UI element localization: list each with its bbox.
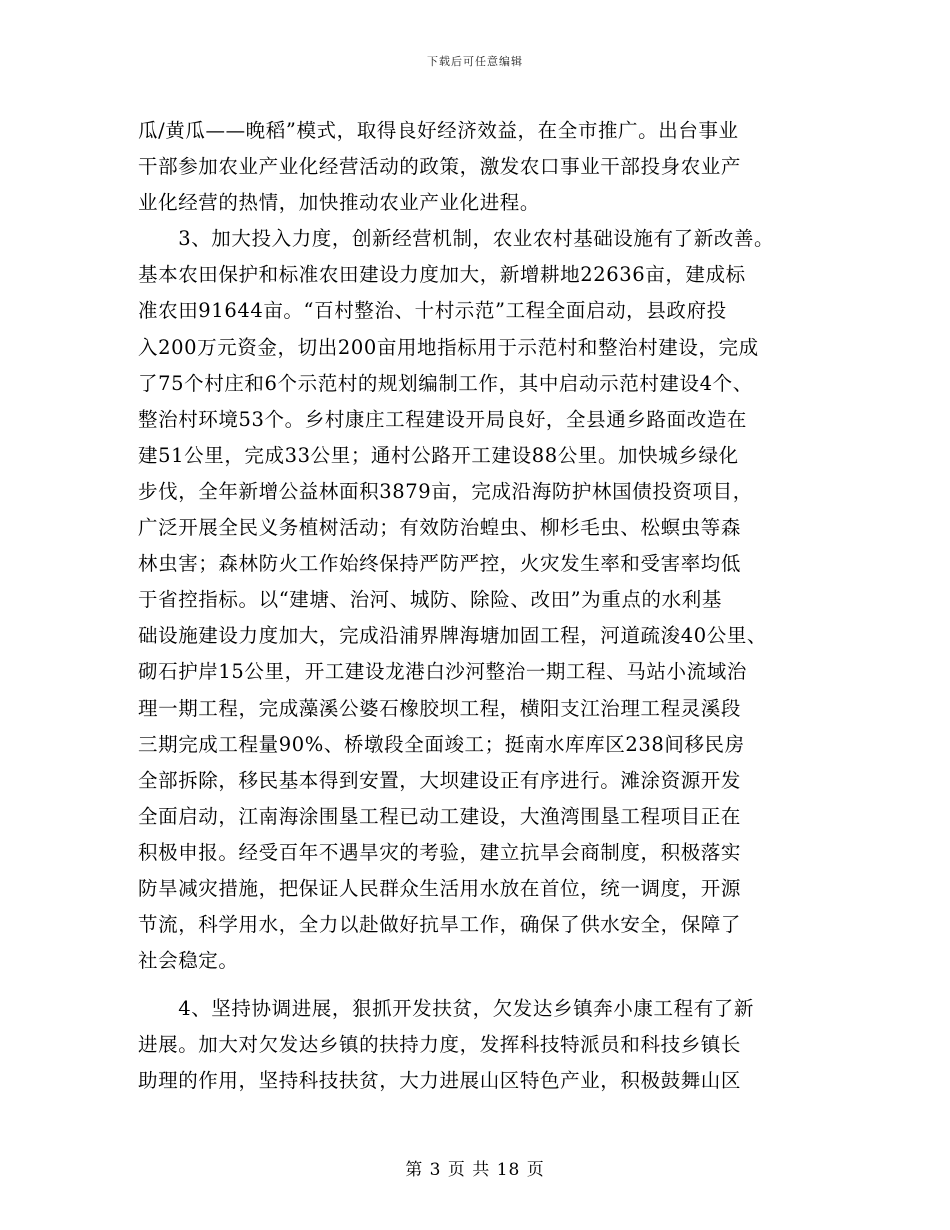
text-line: 三期完成工程量90%、桥墩段全面竣工；挺南水库库区238间移民房 bbox=[138, 732, 745, 756]
text-line: 社会稳定。 bbox=[138, 949, 239, 973]
text-line: 准农田91644亩。“百村整治、十村示范”工程全面启动，县政府投 bbox=[138, 299, 727, 323]
text-line: 整治村环境53个。乡村康庄工程建设开局良好，全县通乡路面改造在 bbox=[138, 407, 747, 431]
text-line: 林虫害；森林防火工作始终保持严防严控，火灾发生率和受害率均低 bbox=[138, 552, 742, 576]
text-line: 步伐，全年新增公益林面积3879亩，完成沿海防护林国债投资项目， bbox=[138, 479, 753, 503]
text-line: 进展。加大对欠发达乡镇的扶持力度，发挥科技特派员和科技乡镇长 bbox=[138, 1033, 742, 1057]
text-line: 瓜/黄瓜——晚稻”模式，取得良好经济效益，在全市推广。出台事业 bbox=[138, 119, 739, 142]
text-line: 3、加大投入力度，创新经营机制，农业农村基础设施有了新改善。 bbox=[138, 227, 775, 251]
text-line: 理一期工程，完成藻溪公婆石橡胶坝工程，横阳支江治理工程灵溪段 bbox=[138, 696, 742, 720]
paragraph bbox=[138, 221, 828, 979]
page-header: 下载后可任意编辑 bbox=[427, 55, 523, 68]
text-line: 节流，科学用水，全力以赴做好抗旱工作，确保了供水安全，保障了 bbox=[138, 913, 742, 937]
text-line: 全面启动，江南海涂围垦工程已动工建设，大渔湾围垦工程项目正在 bbox=[138, 804, 742, 828]
text-line: 基本农田保护和标准农田建设力度加大，新增耕地22636亩，建成标 bbox=[138, 263, 746, 287]
text-line: 建51公里，完成33公里；通村公路开工建设88公里。加快城乡绿化 bbox=[138, 443, 739, 467]
text-line: 全部拆除，移民基本得到安置，大坝建设正有序进行。滩涂资源开发 bbox=[138, 768, 742, 792]
page-number-footer: 第 3 页 共 18 页 bbox=[405, 1160, 545, 1180]
text-line: 防旱减灾措施，把保证人民群众生活用水放在首位，统一调度，开源 bbox=[138, 876, 742, 900]
text-line: 干部参加农业产业化经营活动的政策，激发农口事业干部投身农业产 bbox=[138, 155, 742, 179]
paragraph bbox=[138, 113, 828, 221]
text-line: 入200万元资金，切出200亩用地指标用于示范村和整治村建设，完成 bbox=[138, 335, 759, 359]
paragraph bbox=[138, 991, 828, 1099]
text-line: 础设施建设力度加大，完成沿浦界牌海塘加固工程，河道疏浚40公里、 bbox=[138, 624, 768, 648]
text-line: 4、坚持协调进展，狠抓开发扶贫，欠发达乡镇奔小康工程有了新 bbox=[138, 997, 755, 1021]
text-line: 于省控指标。以“建塘、治河、城防、除险、改田”为重点的水利基 bbox=[138, 588, 722, 612]
text-line: 助理的作用，坚持科技扶贫，大力进展山区特色产业，积极鼓舞山区 bbox=[138, 1069, 742, 1093]
text-line: 砌石护岸15公里，开工建设龙港白沙河整治一期工程、马站小流域治 bbox=[138, 660, 747, 684]
text-line: 了75个村庄和6个示范村的规划编制工作，其中启动示范村建设4个、 bbox=[138, 371, 753, 395]
text-line: 业化经营的热情，加快推动农业产业化进程。 bbox=[138, 191, 541, 215]
text-line: 积极申报。经受百年不遇旱灾的考验，建立抗旱会商制度，积极落实 bbox=[138, 840, 742, 864]
text-line: 广泛开展全民义务植树活动；有效防治蝗虫、柳杉毛虫、松螟虫等森 bbox=[138, 516, 742, 540]
document-body bbox=[138, 113, 828, 1100]
